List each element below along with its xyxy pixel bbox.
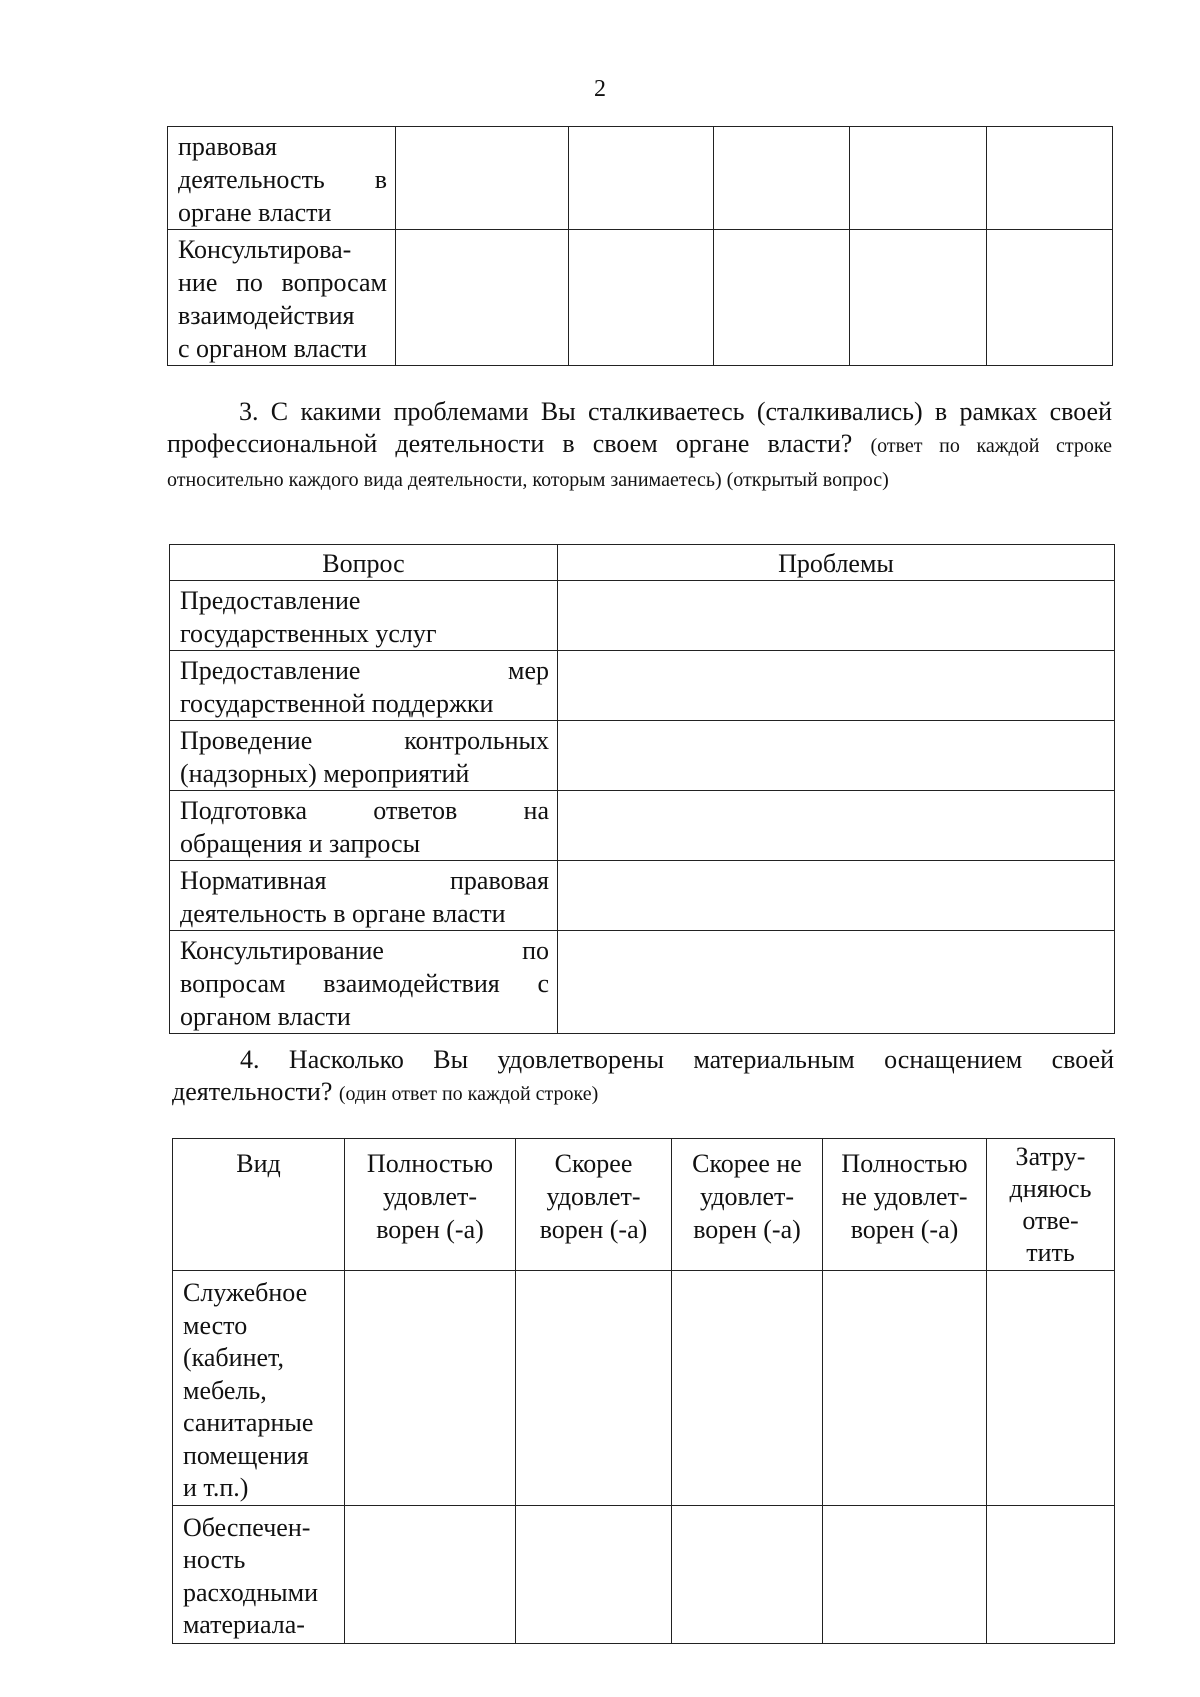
problems-input-cell[interactable] [558,581,1115,651]
answer-cell[interactable] [987,127,1113,230]
table-row [170,791,1115,861]
column-header-rather-satisfied: Скорее удовлет- ворен (-а) [516,1139,672,1271]
row-label: правовая деятельность в органе власти [168,127,396,230]
table-row [170,651,1115,721]
table-row [170,721,1115,791]
column-header-hard-to-answer: Затру- дняюсь отве- тить [987,1139,1115,1271]
table-row [170,581,1115,651]
answer-cell[interactable] [345,1271,516,1506]
answer-cell[interactable] [823,1271,987,1506]
row-label: Обеспечен- ность расходными материала- [173,1505,345,1643]
answer-cell[interactable] [569,127,714,230]
answer-cell[interactable] [850,127,987,230]
page-number: 2 [594,76,606,102]
question-4 [172,1044,1114,1110]
column-header-question: Вопрос [170,545,558,581]
answer-cell[interactable] [823,1505,987,1643]
answer-cell[interactable] [396,230,569,366]
row-label: Консультирова- ние по вопросам взаимодействия с органом власти [168,230,396,366]
satisfaction-table [172,1138,1115,1644]
answer-cell[interactable] [672,1271,823,1506]
column-header-rather-not-satisfied: Скорее не удовлет- ворен (-а) [672,1139,823,1271]
row-label: Предоставление государственных услуг [170,581,558,651]
table-row [170,861,1115,931]
problems-input-cell[interactable] [558,721,1115,791]
table-row [168,127,1113,230]
row-label: Подготовка ответов на обращения и запросы [170,791,558,861]
answer-cell[interactable] [850,230,987,366]
row-label: Проведение контрольных (надзорных) мероприятий [170,721,558,791]
answer-cell[interactable] [987,1271,1115,1506]
column-header-not-satisfied: Полностью не удовлет- ворен (-а) [823,1139,987,1271]
column-header-fully-satisfied: Полностью удовлет- ворен (-а) [345,1139,516,1271]
table-row [168,230,1113,366]
question-4-text: 4. Насколько Вы удовлетворены материальным оснащением своей деятельности? [172,1045,1114,1106]
question-3 [167,396,1112,496]
answer-cell[interactable] [396,127,569,230]
answer-cell[interactable] [714,127,850,230]
question-3-text: 3. С какими проблемами Вы сталкиваетесь (сталкивались) в рамках своей профессиональной деятельности в своем органе власти? [167,397,1112,458]
table-header-row [173,1139,1115,1271]
table-row [170,931,1115,1034]
answer-cell[interactable] [569,230,714,366]
row-label: Предоставление мер государственной поддержки [170,651,558,721]
row-label: Служебное место (кабинет, мебель, санитарные помещения и т.п.) [173,1271,345,1506]
table-header-row [170,545,1115,581]
problems-input-cell[interactable] [558,931,1115,1034]
answer-cell[interactable] [516,1505,672,1643]
problems-input-cell[interactable] [558,651,1115,721]
problems-table [169,544,1115,1034]
answer-cell[interactable] [516,1271,672,1506]
column-header-type: Вид [173,1139,345,1271]
activity-table-continued [167,126,1113,366]
answer-cell[interactable] [345,1505,516,1643]
problems-input-cell[interactable] [558,861,1115,931]
question-3-note: (ответ по каждой строке относительно каждого вида деятельности, которым занимаетесь) (открытый вопрос) [167,435,1112,491]
answer-cell[interactable] [672,1505,823,1643]
question-4-note: (один ответ по каждой строке) [338,1083,599,1105]
answer-cell[interactable] [987,230,1113,366]
row-label: Консультирование по вопросам взаимодействия с органом власти [170,931,558,1034]
problems-input-cell[interactable] [558,791,1115,861]
row-label: Нормативная правовая деятельность в органе власти [170,861,558,931]
table-row [173,1505,1115,1643]
column-header-problems: Проблемы [558,545,1115,581]
answer-cell[interactable] [987,1505,1115,1643]
answer-cell[interactable] [714,230,850,366]
table-row [173,1271,1115,1506]
